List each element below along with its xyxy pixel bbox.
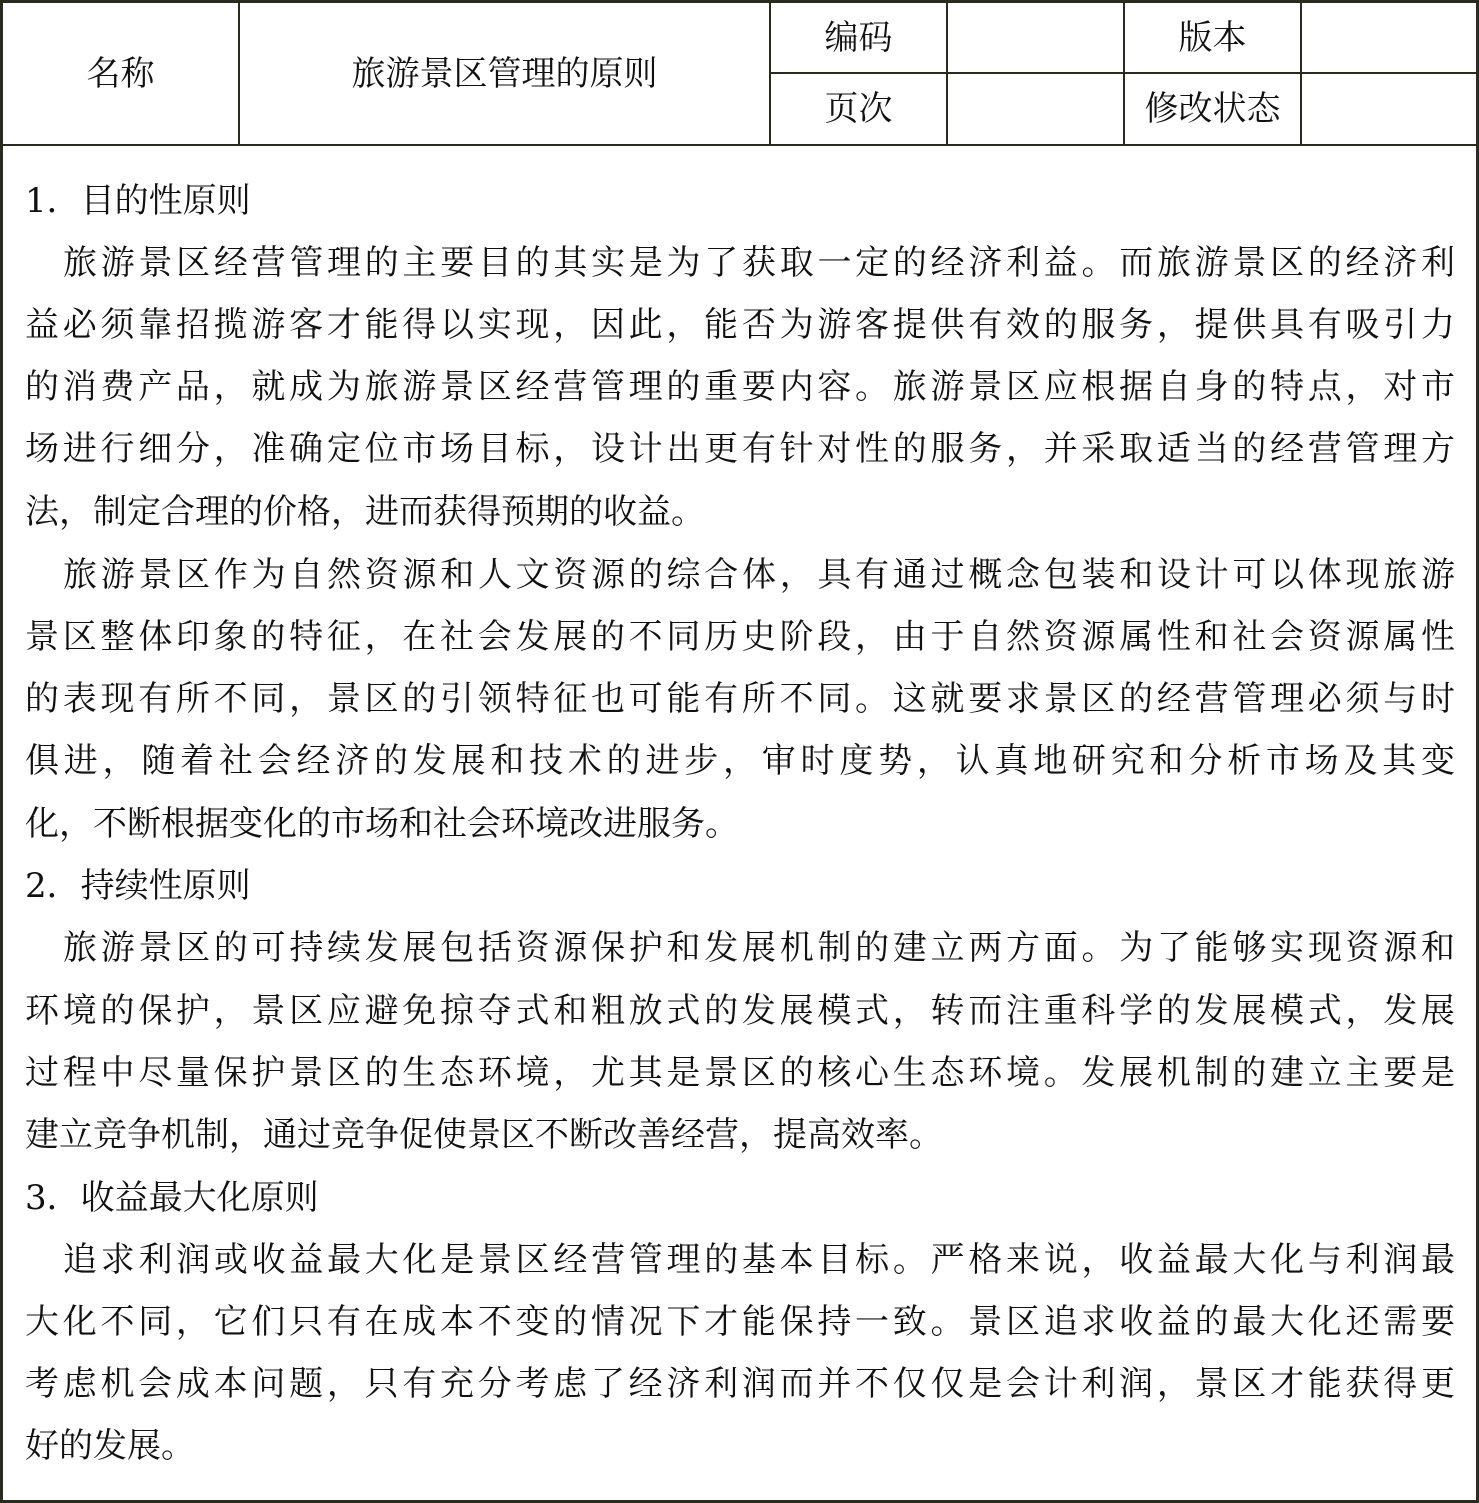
paragraph-line: 的消费产品，就成为旅游景区经营管理的重要内容。旅游景区应根据自身的特点，对市 bbox=[25, 367, 1459, 407]
paragraph-line: 旅游景区经营管理的主要目的其实是为了获取一定的经济利益。而旅游景区的经济利 bbox=[63, 243, 1459, 283]
paragraph-line: 考虑机会成本问题，只有充分考虑了经济利润而并不仅仅是会计利润，景区才能获得更 bbox=[25, 1364, 1459, 1404]
paragraph-line: 场进行细分，准确定位市场目标，设计出更有针对性的服务，并采取适当的经营管理方 bbox=[25, 429, 1459, 469]
code-label: 编码 bbox=[824, 17, 893, 58]
revision-value bbox=[1302, 74, 1476, 144]
revision-label: 修改状态 bbox=[1144, 89, 1281, 129]
paragraph-line: 追求利润或收益最大化是景区经营管理的基本目标。严格来说，收益最大化与利润最 bbox=[63, 1240, 1459, 1280]
paragraph-line: 建立竞争机制，通过竞争促使景区不断改善经营，提高效率。 bbox=[25, 1115, 943, 1155]
paragraph-line: 俱进，随着社会经济的发展和技术的进步，审时度势，认真地研究和分析市场及其变 bbox=[25, 741, 1460, 781]
page-value bbox=[948, 74, 1123, 144]
paragraph-line: 旅游景区的可持续发展包括资源保护和发展机制的建立两方面。为了能够实现资源和 bbox=[63, 928, 1459, 968]
paragraph-line: 的表现有所不同，景区的引领特征也可能有所不同。这就要求景区的经营管理必须与时 bbox=[25, 679, 1459, 719]
paragraph-line: 法，制定合理的价格，进而获得预期的收益。 bbox=[25, 492, 705, 532]
section-heading-1: 1．目的性原则 bbox=[25, 181, 251, 221]
content-body bbox=[3, 146, 1476, 1500]
paragraph-line: 过程中尽量保护景区的生态环境，尤其是景区的核心生态环境。发展机制的建立主要是 bbox=[25, 1053, 1459, 1093]
paragraph-line: 益必须靠招揽游客才能得以实现，因此，能否为游客提供有效的服务，提供具有吸引力 bbox=[25, 305, 1459, 345]
code-value bbox=[948, 3, 1123, 72]
version-value bbox=[1302, 3, 1476, 72]
section-heading-2: 2．持续性原则 bbox=[25, 866, 251, 906]
paragraph-line: 景区整体印象的特征，在社会发展的不同历史阶段，由于自然资源属性和社会资源属性 bbox=[25, 617, 1459, 657]
section-heading-3: 3．收益最大化原则 bbox=[25, 1178, 319, 1218]
paragraph-line: 旅游景区作为自然资源和人文资源的综合体，具有通过概念包装和设计可以体现旅游 bbox=[63, 555, 1459, 595]
paragraph-line: 大化不同，它们只有在成本不变的情况下才能保持一致。景区追求收益的最大化还需要 bbox=[25, 1302, 1459, 1342]
version-label: 版本 bbox=[1178, 17, 1247, 58]
page-label: 页次 bbox=[824, 89, 893, 129]
paragraph-line: 好的发展。 bbox=[25, 1426, 195, 1466]
document-title: 旅游景区管理的原则 bbox=[351, 53, 658, 94]
paragraph-line: 化，不断根据变化的市场和社会环境改进服务。 bbox=[25, 804, 739, 844]
paragraph-line: 环境的保护，景区应避免掠夺式和粗放式的发展模式，转而注重科学的发展模式，发展 bbox=[25, 991, 1459, 1031]
name-label: 名称 bbox=[86, 53, 155, 94]
header-table bbox=[3, 3, 1476, 144]
